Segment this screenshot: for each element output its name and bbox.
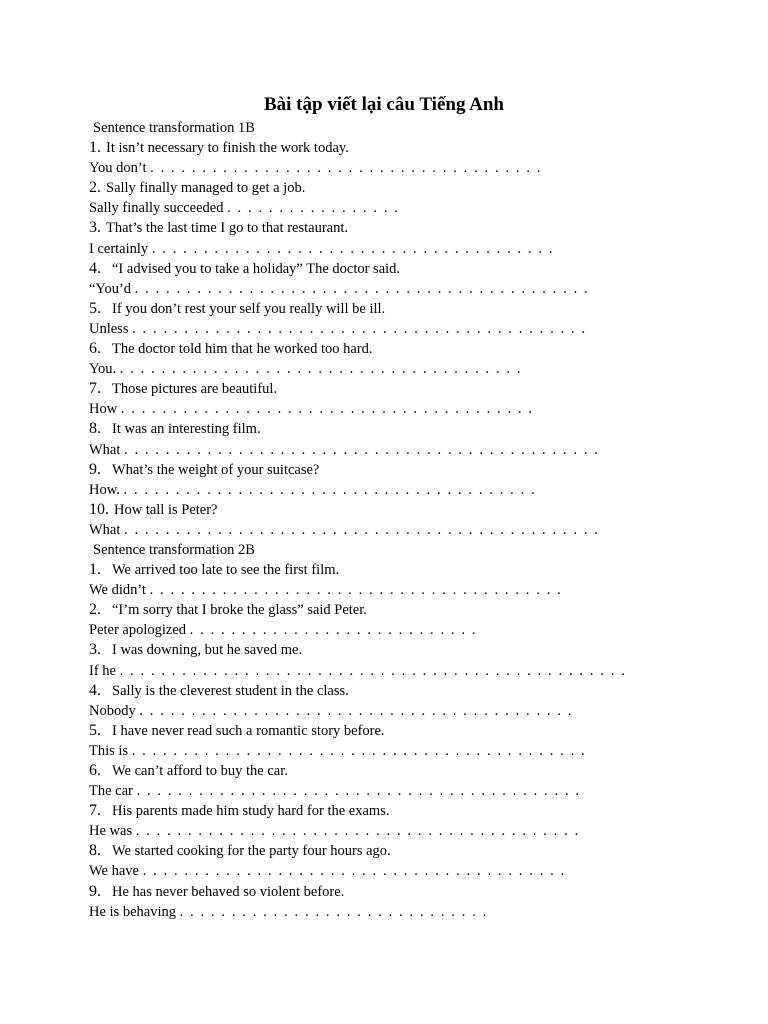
question-text: I was downing, but he saved me. [112, 642, 303, 659]
answer-line[interactable] [89, 359, 709, 379]
answer-line[interactable] [89, 861, 709, 881]
exercise-content [89, 118, 709, 922]
answer-prefix: Unless [89, 320, 129, 337]
answer-blank[interactable]: . . . . . . . . . . . . . . . . . . . . . . . . . . . . . . . . . . . . . . . . [149, 582, 563, 599]
answer-line[interactable] [89, 319, 709, 339]
answer-blank[interactable]: . . . . . . . . . . . . . . . . . . . . . . . . . . . . . . . . . . . . . . . [151, 240, 555, 257]
answer-blank[interactable]: . . . . . . . . . . . . . . . . . . . . . . . . . . . . . . . . . . . . . . . . . . . . . . . . . [119, 662, 627, 679]
answer-line[interactable] [89, 661, 709, 681]
answer-prefix: He was [89, 823, 133, 840]
answer-blank[interactable]: . . . . . . . . . . . . . . . . . . . . . . . . . . . . . . . . . . . . . . [150, 160, 542, 177]
answer-blank[interactable]: . . . . . . . . . . . . . . . . . . . . . . . . . . . . . . . . . . . . . . . . . . . . [134, 280, 590, 297]
question-text: “I’m sorry that I broke the glass” said Peter. [112, 602, 367, 619]
question-number: 8. [89, 842, 101, 860]
answer-line[interactable] [89, 741, 709, 761]
question-number: 3. [89, 641, 101, 659]
answer-line[interactable] [89, 440, 709, 460]
question-number: 9. [89, 882, 101, 900]
answer-blank[interactable]: . . . . . . . . . . . . . . . . . . . . . . . . . . . . . . . . . . . . . . . . . . . . [131, 742, 587, 759]
exercise-question [89, 460, 709, 480]
question-number: 1. [89, 139, 101, 157]
answer-blank[interactable]: . . . . . . . . . . . . . . . . . . . . . . . . . . . . . . . . . . . . . . . . . . [139, 702, 574, 719]
answer-line[interactable] [89, 399, 709, 419]
answer-prefix: What [89, 441, 121, 458]
question-text: That’s the last time I go to that restaurant. [106, 220, 349, 237]
question-number: 1. [89, 561, 101, 579]
question-number: 10. [89, 500, 109, 518]
question-text: His parents made him study hard for the exams. [112, 803, 390, 820]
answer-line[interactable] [89, 480, 709, 500]
exercise-question [89, 801, 709, 821]
answer-prefix: You don’t [89, 160, 147, 177]
exercise-question [89, 841, 709, 861]
exercise-question [89, 560, 709, 580]
answer-blank[interactable]: . . . . . . . . . . . . . . . . . . . . . . . . . . . . [189, 622, 478, 639]
exercise-question [89, 761, 709, 781]
question-number: 7. [89, 380, 101, 398]
answer-blank[interactable]: . . . . . . . . . . . . . . . . . . . . . . . . . . . . . . [179, 903, 488, 920]
answer-line[interactable] [89, 520, 709, 540]
answer-prefix: I certainly [89, 240, 149, 257]
question-text: “I advised you to take a holiday” The doctor said. [112, 260, 401, 277]
answer-prefix: We have [89, 863, 139, 880]
exercise-question [89, 178, 709, 198]
exercise-question [89, 681, 709, 701]
question-number: 6. [89, 340, 101, 358]
answer-line[interactable] [89, 239, 709, 259]
question-text: We can’t afford to buy the car. [112, 763, 288, 779]
answer-prefix: How. [89, 481, 120, 498]
question-number: 8. [89, 420, 101, 438]
answer-line[interactable] [89, 701, 709, 721]
answer-line[interactable] [89, 580, 709, 600]
exercise-question [89, 218, 709, 238]
question-text: Sally finally managed to get a job. [106, 180, 306, 197]
answer-prefix: How [89, 401, 118, 418]
answer-blank[interactable]: . . . . . . . . . . . . . . . . . . . . . . . . . . . . . . . . . . . . . . . . [120, 401, 534, 418]
question-number: 3. [89, 219, 101, 237]
question-number: 5. [89, 299, 101, 317]
answer-blank[interactable]: . . . . . . . . . . . . . . . . . . . . . . . . . . . . . . . . . . . . . . . . [123, 481, 537, 498]
exercise-question [89, 138, 709, 158]
section-heading: Sentence transformation 2B [93, 541, 255, 558]
question-number: 9. [89, 460, 101, 478]
answer-blank[interactable]: . . . . . . . . . . . . . . . . . . . . . . . . . . . . . . . . . . . . . . . . . . . . . . [124, 441, 600, 458]
answer-line[interactable] [89, 620, 709, 640]
exercise-question [89, 259, 709, 279]
answer-line[interactable] [89, 821, 709, 841]
question-text: He has never behaved so violent before. [112, 883, 345, 900]
answer-prefix: What [89, 521, 121, 538]
answer-line[interactable] [89, 902, 709, 922]
answer-prefix: Peter apologized [89, 622, 187, 639]
question-text: How tall is Peter? [114, 501, 218, 518]
answer-blank[interactable]: . . . . . . . . . . . . . . . . . . . . . . . . . . . . . . . . . . . . . . . . . . . [135, 823, 580, 840]
answer-prefix: The car [89, 783, 133, 800]
exercise-question [89, 419, 709, 439]
exercise-question [89, 379, 709, 399]
question-text: If you don’t rest your self you really will be ill. [112, 300, 386, 317]
answer-line[interactable] [89, 781, 709, 801]
answer-blank[interactable]: . . . . . . . . . . . . . . . . . . . . . . . . . . . . . . . . . . . . . . . . . . . [136, 783, 581, 800]
answer-prefix: We didn’t [89, 582, 146, 599]
answer-blank[interactable]: . . . . . . . . . . . . . . . . . . . . . . . . . . . . . . . . . . . . . . . [119, 361, 523, 378]
question-text: The doctor told him that he worked too hard. [112, 341, 373, 358]
answer-prefix: Nobody [89, 702, 136, 719]
question-number: 2. [89, 179, 101, 197]
question-text: I have never read such a romantic story before. [112, 722, 385, 739]
question-number: 5. [89, 721, 101, 739]
exercise-question [89, 500, 709, 520]
section-heading: Sentence transformation 1B [93, 120, 255, 136]
exercise-question [89, 339, 709, 359]
answer-line[interactable] [89, 279, 709, 299]
answer-prefix: This is [89, 742, 129, 759]
question-text: We started cooking for the party four hours ago. [112, 843, 391, 860]
exercise-question [89, 640, 709, 660]
question-number: 6. [89, 762, 101, 779]
question-number: 7. [89, 802, 101, 820]
question-number: 4. [89, 681, 101, 699]
answer-blank[interactable]: . . . . . . . . . . . . . . . . . [227, 200, 400, 217]
exercise-question [89, 721, 709, 741]
question-number: 4. [89, 259, 101, 277]
answer-prefix: “You’d [89, 280, 132, 297]
question-text: What’s the weight of your suitcase? [112, 461, 320, 478]
answer-prefix: You. [89, 361, 117, 378]
page-title: Bài tập viết lại câu Tiếng Anh [263, 94, 504, 115]
answer-prefix: Sally finally succeeded [89, 200, 224, 217]
question-text: It isn’t necessary to finish the work today. [106, 140, 349, 157]
question-text: We arrived too late to see the first film. [112, 562, 340, 579]
answer-blank[interactable]: . . . . . . . . . . . . . . . . . . . . . . . . . . . . . . . . . . . . . . . . . . . . [132, 320, 587, 337]
answer-line[interactable] [89, 198, 709, 218]
question-number: 2. [89, 601, 101, 619]
answer-blank[interactable]: . . . . . . . . . . . . . . . . . . . . . . . . . . . . . . . . . . . . . . . . . [142, 863, 566, 880]
answer-line[interactable] [89, 158, 709, 178]
exercise-question [89, 882, 709, 902]
answer-blank[interactable]: . . . . . . . . . . . . . . . . . . . . . . . . . . . . . . . . . . . . . . . . . . . . . . [124, 521, 600, 538]
exercise-question [89, 299, 709, 319]
question-text: It was an interesting film. [112, 421, 261, 438]
answer-prefix: If he [89, 662, 116, 679]
exercise-question [89, 600, 709, 620]
question-text: Sally is the cleverest student in the class. [112, 682, 349, 699]
answer-prefix: He is behaving [89, 903, 176, 920]
question-text: Those pictures are beautiful. [112, 381, 278, 398]
